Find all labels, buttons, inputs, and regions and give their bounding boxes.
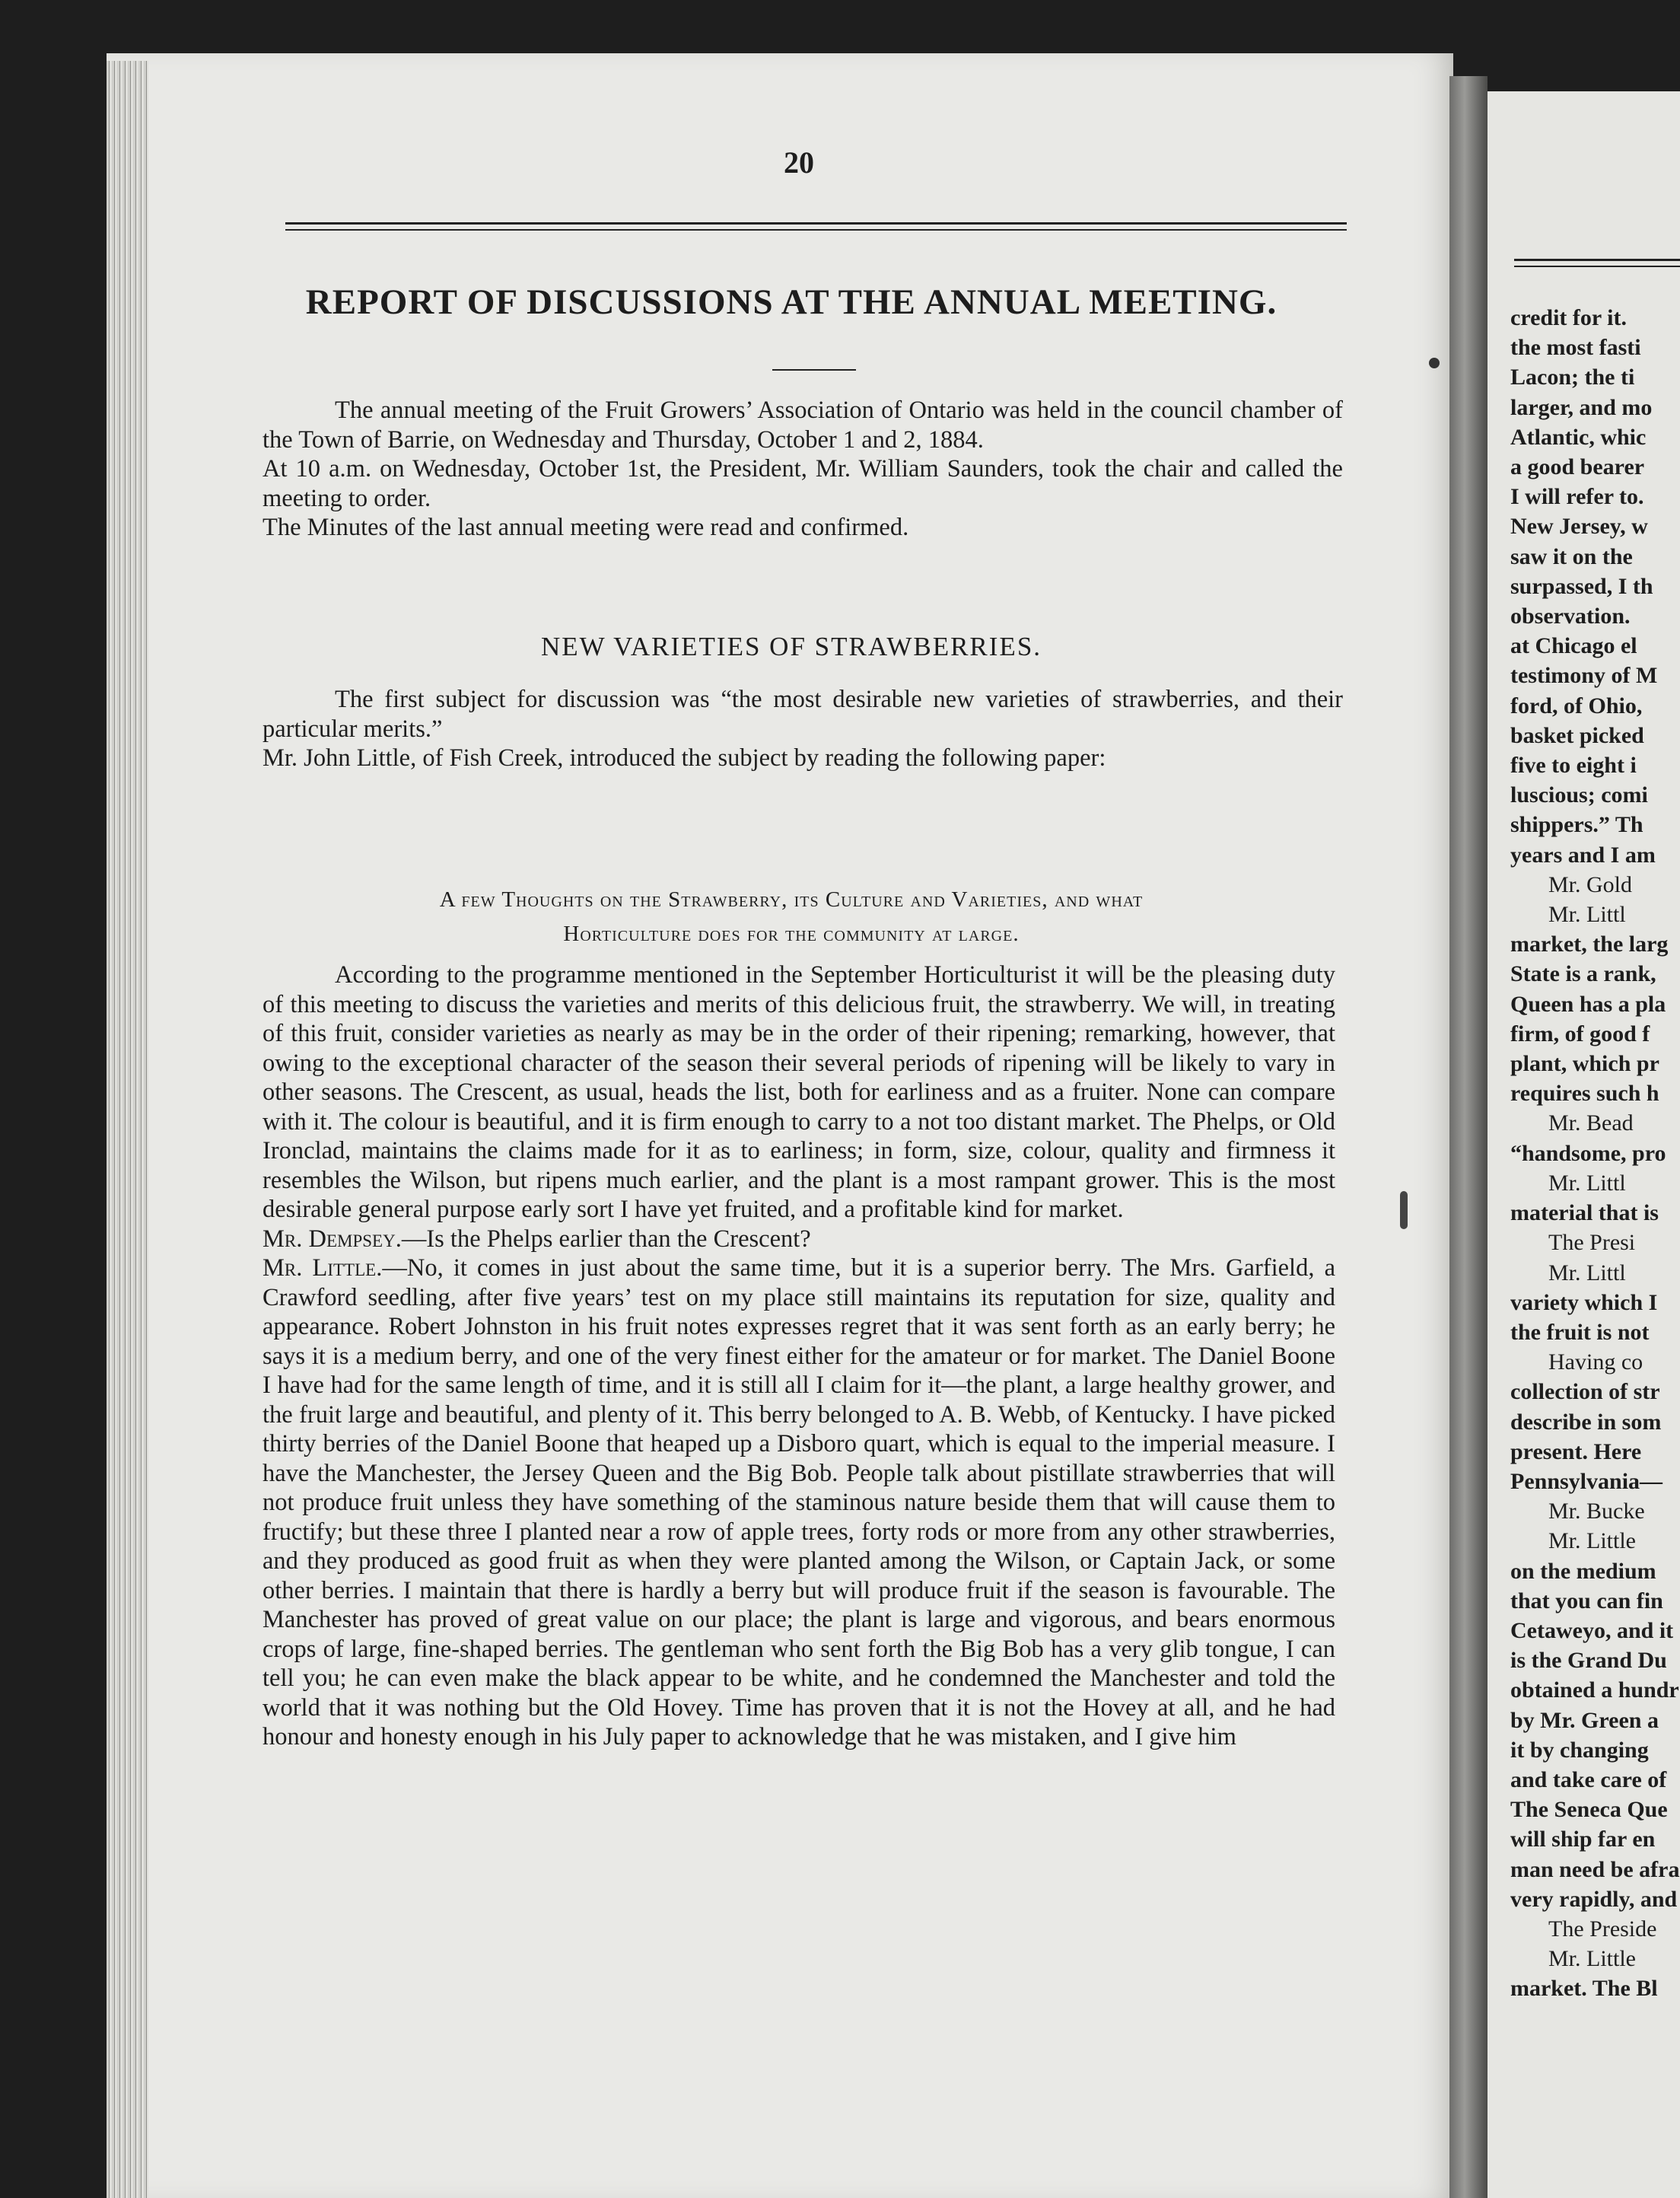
next-page-line: credit for it.: [1510, 305, 1628, 330]
next-page-line: obtained a hundr: [1510, 1677, 1679, 1703]
next-page-line: very rapidly, and: [1510, 1886, 1678, 1912]
next-page-line: Mr. Littl: [1548, 1260, 1626, 1285]
next-page-line: Pennsylvania—: [1510, 1468, 1663, 1494]
next-page-line: the fruit is not: [1510, 1319, 1650, 1345]
intro-paragraph-2: At 10 a.m. on Wednesday, October 1st, the President, Mr. William Saunders, took the chair and called the meeting to order.: [262, 455, 1343, 512]
paper-heading-line-2: Horticulture does for the community at large.: [563, 922, 1020, 946]
next-page-line: Cetaweyo, and it: [1510, 1617, 1674, 1643]
next-page-line: Mr. Littl: [1548, 1170, 1626, 1196]
paper-paragraph: According to the programme mentioned in the September Horticulturist it will be the pleasing duty of this meeting to discuss the varieties and merits of this delicious fruit, the strawberry. We will, in treating of this fruit, consider varieties as nearly as may be in the order of their ripening; remarking, however, that owing to the exceptional character of the season their several periods of ripening will be likely to vary in other seasons. The Crescent, as usual, heads the list, both for earliness and as a fruiter. None can compare with it. The colour is beautiful, and it is firm enough to carry to a not too distant market. The Phelps, or Old Ironclad, maintains the claims made for it as to earliness; in form, size, colour, quality and firmness it resembles the Wilson, but ripens much earlier, and the plant is a most rampant grower. This is the most desirable general purpose early sort I have yet fruited, and a profitable kind for market.: [262, 961, 1335, 1223]
binding-clip: [1400, 1191, 1408, 1229]
next-page-line: Mr. Bucke: [1548, 1499, 1645, 1524]
next-page-line: basket picked: [1510, 722, 1644, 748]
book-gutter: [1449, 76, 1488, 2198]
dempsey-speaker: Mr. Dempsey.: [262, 1225, 402, 1253]
dempsey-paragraph: [262, 1225, 1335, 1254]
header-rule: [285, 222, 1347, 231]
next-page-line: State is a rank,: [1510, 961, 1656, 987]
little-speaker: Mr. Little.: [262, 1254, 383, 1282]
paper-heading: [251, 883, 1332, 951]
next-page-line: variety which I: [1510, 1289, 1658, 1315]
next-page-line: surpassed, I th: [1510, 573, 1653, 599]
next-page-line: years and I am: [1510, 842, 1656, 868]
next-page-line: man need be afra: [1510, 1856, 1680, 1882]
next-page-line: The Preside: [1548, 1916, 1657, 1942]
next-page-line: testimony of M: [1510, 663, 1658, 689]
page-number: 20: [784, 145, 814, 180]
next-page-line: and take care of: [1510, 1766, 1667, 1792]
next-page-line: present. Here: [1510, 1438, 1642, 1464]
page-title: REPORT OF DISCUSSIONS AT THE ANNUAL MEETING.: [305, 282, 1278, 322]
next-page-line: The Presi: [1548, 1230, 1636, 1256]
title-divider: [772, 369, 856, 371]
intro-section: [262, 396, 1343, 543]
next-page-line: The Seneca Que: [1510, 1797, 1668, 1823]
next-page-line: Mr. Little: [1548, 1528, 1636, 1554]
next-page-line: that you can fin: [1510, 1588, 1663, 1613]
next-page-line: Having co: [1548, 1349, 1643, 1375]
next-page-line: is the Grand Du: [1510, 1648, 1667, 1674]
next-page-line: Lacon; the ti: [1510, 365, 1635, 390]
page-edges: [107, 61, 148, 2198]
next-page-line: Mr. Littl: [1548, 902, 1626, 928]
next-page-line: Queen has a pla: [1510, 991, 1666, 1017]
next-page-line: collection of str: [1510, 1379, 1660, 1405]
next-page-line: “handsome, pro: [1510, 1140, 1666, 1166]
section-paragraph-2: Mr. John Little, of Fish Creek, introduced the subject by reading the following paper:: [262, 744, 1106, 772]
paper-heading-line-1: A few Thoughts on the Strawberry, its Culture and Varieties, and what: [439, 887, 1144, 912]
next-page-line: Mr. Little: [1548, 1946, 1636, 1972]
next-page-line: Mr. Gold: [1548, 871, 1633, 897]
scan-speck: [1429, 358, 1440, 368]
next-page-line: Mr. Bead: [1548, 1110, 1634, 1136]
section-intro: [262, 685, 1343, 773]
little-paragraph: [262, 1253, 1335, 1752]
next-page-line: observation.: [1510, 604, 1631, 629]
next-page-text: [1510, 303, 1680, 2004]
next-page-line: luscious; comi: [1510, 782, 1648, 808]
next-page-line: Atlantic, whic: [1510, 424, 1647, 450]
intro-paragraph-3: The Minutes of the last annual meeting were read and confirmed.: [262, 514, 909, 541]
next-page-line: on the medium: [1510, 1558, 1656, 1584]
next-page-line: market, the larg: [1510, 932, 1669, 957]
next-page-line: requires such h: [1510, 1081, 1659, 1107]
dempsey-text: —Is the Phelps earlier than the Crescent?: [401, 1225, 811, 1253]
next-page-line: will ship far en: [1510, 1827, 1656, 1852]
next-page-line: the most fasti: [1510, 335, 1641, 361]
next-page-line: shippers.” Th: [1510, 812, 1643, 838]
next-page-line: at Chicago el: [1510, 633, 1637, 659]
section-heading: NEW VARIETIES OF STRAWBERRIES.: [540, 632, 1042, 661]
next-page-line: New Jersey, w: [1510, 514, 1648, 540]
next-page-line: it by changing: [1510, 1737, 1649, 1763]
next-page-line: firm, of good f: [1510, 1021, 1650, 1046]
next-page-line: I will refer to.: [1510, 484, 1644, 510]
next-page-line: a good bearer: [1510, 454, 1645, 480]
intro-paragraph-1: The annual meeting of the Fruit Growers’ Association of Ontario was held in the council chamber of the Town of Barrie, on Wednesday and Thursday, October 1 and 2, 1884.: [262, 397, 1343, 454]
next-page-line: by Mr. Green a: [1510, 1707, 1659, 1733]
next-page-header-rule: [1514, 259, 1680, 267]
next-page-line: plant, which pr: [1510, 1051, 1659, 1077]
next-page-line: five to eight i: [1510, 753, 1637, 779]
next-page-line: market. The Bl: [1510, 1976, 1658, 2002]
next-page-line: material that is: [1510, 1200, 1659, 1226]
next-page-line: saw it on the: [1510, 543, 1633, 569]
next-page-line: ford, of Ohio,: [1510, 693, 1643, 718]
little-text: —No, it comes in just about the same time, but it is a superior berry. The Mrs. Garfield, a Crawford seedling, after five years’ test on my place still maintains its reputation for size, quality and appearance. Robert Johnston in his fruit notes expresses regret that it was sent forth as an early berry; he says it is a medium berry, and one of the very finest either for the amateur or for market. The Daniel Boone I have had for the same length of time, and it is still all I claim for it—the plant, a large healthy grower, and the fruit large and beautiful, and plenty of it. This berry belonged to A. B. Webb, of Kentucky. I have picked thirty berries of the Daniel Boone that heaped up a Disboro quart, which is equal to the imperial measure. I have the Manchester, the Jersey Queen and the Big Bob. People talk about pistillate strawberries that will not produce fruit unless they have something of the staminous nature beside them that will cause them to fructify; but these three I planted near a row of apple trees, forty rods or more from any other strawberries, and they produced as good fruit as when they were planted among the Wilson, or Captain Jack, or some other berries. I maintain that there is hardly a berry but will produce fruit if the season is favourable. The Manchester has proved of great value on our place; the plant is large and vigorous, and bears enormous crops of large, fine-shaped berries. The gentleman who sent forth the Big Bob has a very glib tongue, I can tell you; he can even make the black appear to be white, and he condemned the Manchester and told the world that it was nothing but the Old Hovey. Time has proven that it is not the Hovey at all, and he had honour and honesty enough in his July paper to acknowledge that he was mistaken, and I give him: [262, 1254, 1336, 1750]
section-paragraph-1: The first subject for discussion was “the most desirable new varieties of strawberries, and their particular merits.”: [262, 686, 1343, 743]
next-page-line: describe in som: [1510, 1409, 1662, 1435]
next-page-line: larger, and mo: [1510, 394, 1653, 420]
paper-body: [262, 960, 1335, 1752]
